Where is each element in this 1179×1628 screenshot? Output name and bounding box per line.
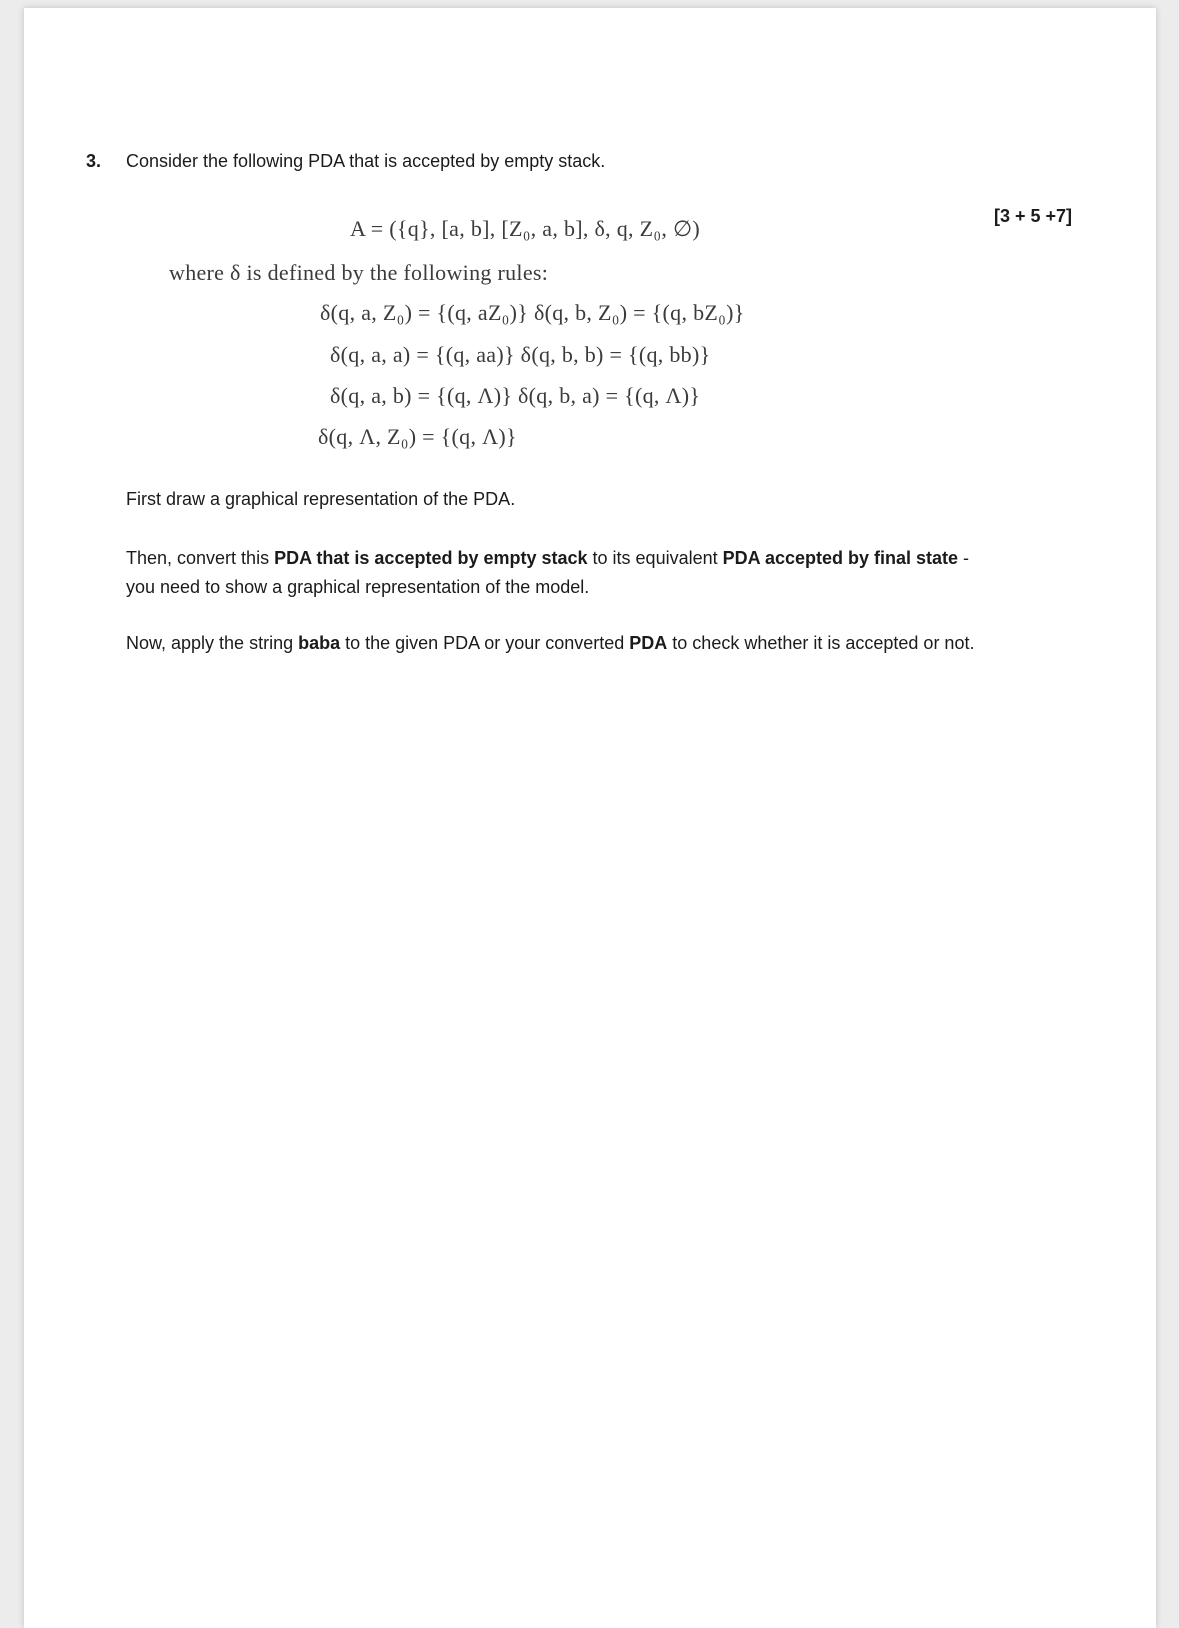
marks-allocation: [3 + 5 +7] xyxy=(994,206,1073,226)
text-span: Now, apply the string xyxy=(126,633,299,653)
text-span: Then, convert this xyxy=(126,548,275,568)
question-number: 3. xyxy=(86,151,102,171)
bold-span: PDA that is accepted by empty stack xyxy=(274,548,588,568)
transition-rule: δ(q, a, b) = {(q, Λ)} δ(q, b, a) = {(q, Λ)} xyxy=(330,383,701,408)
transition-rule: δ(q, a, Z₀) = {(q, aZ₀)} δ(q, b, Z₀) = {(q, bZ₀)} xyxy=(320,300,745,325)
where-line: where δ is defined by the following rules: xyxy=(169,260,549,285)
instruction-apply xyxy=(126,629,976,658)
bold-span: baba xyxy=(298,633,341,653)
text-span: to the given PDA or your converted xyxy=(340,633,630,653)
question-intro: Consider the following PDA that is accepted by empty stack. xyxy=(126,151,606,171)
text-span: to check whether it is accepted or not. xyxy=(667,633,975,653)
bold-span: PDA xyxy=(629,633,668,653)
text-span: to its equivalent xyxy=(587,548,723,568)
bold-span: PDA accepted by final state xyxy=(722,548,959,568)
transition-rule: δ(q, a, a) = {(q, aa)} δ(q, b, b) = {(q, bb)} xyxy=(330,342,711,367)
transition-rule: δ(q, Λ, Z₀) = {(q, Λ)} xyxy=(318,424,517,449)
instruction-convert xyxy=(126,544,976,602)
text-span: - you need to show a graphical representation of the model. xyxy=(126,548,970,597)
pda-tuple: A = ({q}, [a, b], [Z₀, a, b], δ, q, Z₀, ∅) xyxy=(350,216,701,241)
instruction-draw: First draw a graphical representation of the PDA. xyxy=(126,489,516,509)
document-page xyxy=(24,8,1156,1628)
